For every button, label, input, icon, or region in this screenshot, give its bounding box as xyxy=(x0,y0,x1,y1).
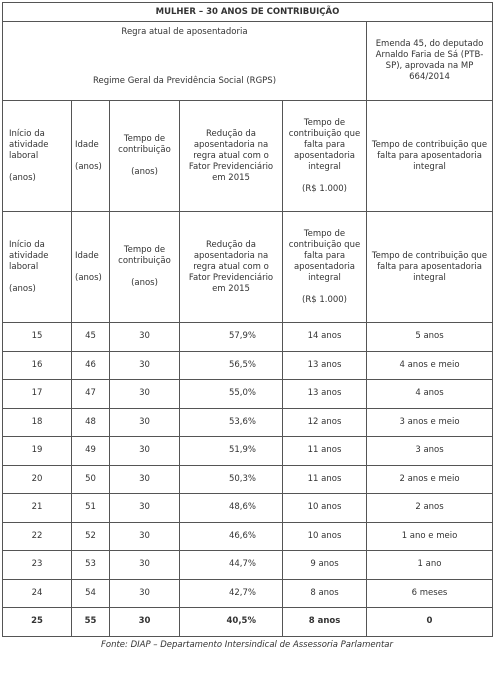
cell-reducao: 53,6% xyxy=(180,408,283,437)
cell-emenda: 3 anos xyxy=(367,437,493,466)
table-row xyxy=(3,608,493,637)
emenda-header: Emenda 45, do deputado Arnaldo Faria de Sá (PTB-SP), aprovada na MP 664/2014 xyxy=(367,22,493,101)
header-inicio: Início da atividade laboral (anos) xyxy=(3,212,72,323)
header-idade: Idade (anos) xyxy=(72,101,110,212)
cell-emenda: 4 anos xyxy=(367,380,493,409)
cell-idade: 52 xyxy=(72,522,110,551)
cell-falta: 11 anos xyxy=(283,437,367,466)
cell-reducao: 40,5% xyxy=(180,608,283,637)
header-reducao: Redução da aposentadoria na regra atual com o Fator Previdenciário em 2015 xyxy=(180,101,283,212)
header-tempo: Tempo de contribuição (anos) xyxy=(110,212,180,323)
cell-emenda: 1 ano xyxy=(367,551,493,580)
table-row xyxy=(3,494,493,523)
table-row xyxy=(3,522,493,551)
cell-tempo: 30 xyxy=(110,351,180,380)
cell-emenda: 3 anos e meio xyxy=(367,408,493,437)
cell-falta: 8 anos xyxy=(283,579,367,608)
table-row xyxy=(3,408,493,437)
cell-falta: 13 anos xyxy=(283,380,367,409)
cell-emenda: 5 anos xyxy=(367,323,493,352)
cell-idade: 54 xyxy=(72,579,110,608)
cell-idade: 47 xyxy=(72,380,110,409)
cell-idade: 46 xyxy=(72,351,110,380)
cell-inicio: 19 xyxy=(3,437,72,466)
header-reducao: Redução da aposentadoria na regra atual com o Fator Previdenciário em 2015 xyxy=(180,212,283,323)
cell-falta: 9 anos xyxy=(283,551,367,580)
cell-idade: 48 xyxy=(72,408,110,437)
header-emenda-col: Tempo de contribuição que falta para aposentadoria integral xyxy=(367,212,493,323)
header-inicio: Início da atividade laboral (anos) xyxy=(3,101,72,212)
cell-tempo: 30 xyxy=(110,522,180,551)
cell-reducao: 57,9% xyxy=(180,323,283,352)
regime-label: Regime Geral da Previdência Social (RGPS) xyxy=(92,76,277,86)
cell-falta: 8 anos xyxy=(283,608,367,637)
cell-tempo: 30 xyxy=(110,608,180,637)
header-falta: Tempo de contribuição que falta para aposentadoria integral (R$ 1.000) xyxy=(283,212,367,323)
table-row xyxy=(3,437,493,466)
cell-tempo: 30 xyxy=(110,579,180,608)
cell-inicio: 17 xyxy=(3,380,72,409)
cell-reducao: 55,0% xyxy=(180,380,283,409)
header-tempo: Tempo de contribuição (anos) xyxy=(110,101,180,212)
cell-idade: 55 xyxy=(72,608,110,637)
cell-tempo: 30 xyxy=(110,465,180,494)
cell-idade: 51 xyxy=(72,494,110,523)
cell-falta: 10 anos xyxy=(283,494,367,523)
table-row xyxy=(3,351,493,380)
source-caption: Fonte: DIAP – Departamento Intersindical de Assessoria Parlamentar xyxy=(100,639,393,650)
table-row xyxy=(3,579,493,608)
cell-reducao: 46,6% xyxy=(180,522,283,551)
current-rule-header xyxy=(3,22,367,101)
current-rule-label: Regra atual de aposentadoria xyxy=(121,27,248,37)
cell-emenda: 4 anos e meio xyxy=(367,351,493,380)
cell-tempo: 30 xyxy=(110,551,180,580)
cell-inicio: 15 xyxy=(3,323,72,352)
cell-reducao: 48,6% xyxy=(180,494,283,523)
cell-idade: 50 xyxy=(72,465,110,494)
table-row xyxy=(3,551,493,580)
cell-idade: 45 xyxy=(72,323,110,352)
cell-emenda: 1 ano e meio xyxy=(367,522,493,551)
table-row xyxy=(3,465,493,494)
cell-reducao: 44,7% xyxy=(180,551,283,580)
cell-reducao: 51,9% xyxy=(180,437,283,466)
cell-inicio: 20 xyxy=(3,465,72,494)
cell-emenda: 2 anos e meio xyxy=(367,465,493,494)
header-idade: Idade (anos) xyxy=(72,212,110,323)
table-row xyxy=(3,380,493,409)
cell-tempo: 30 xyxy=(110,323,180,352)
contribution-table xyxy=(2,2,493,637)
cell-reducao: 50,3% xyxy=(180,465,283,494)
column-header-row xyxy=(3,101,493,212)
cell-inicio: 25 xyxy=(3,608,72,637)
cell-reducao: 56,5% xyxy=(180,351,283,380)
column-header-row-repeat xyxy=(3,212,493,323)
cell-falta: 14 anos xyxy=(283,323,367,352)
header-falta: Tempo de contribuição que falta para aposentadoria integral (R$ 1.000) xyxy=(283,101,367,212)
cell-tempo: 30 xyxy=(110,437,180,466)
cell-tempo: 30 xyxy=(110,494,180,523)
cell-emenda: 6 meses xyxy=(367,579,493,608)
document-page xyxy=(2,2,492,650)
cell-inicio: 18 xyxy=(3,408,72,437)
cell-emenda: 0 xyxy=(367,608,493,637)
cell-falta: 13 anos xyxy=(283,351,367,380)
cell-inicio: 23 xyxy=(3,551,72,580)
cell-falta: 10 anos xyxy=(283,522,367,551)
cell-falta: 11 anos xyxy=(283,465,367,494)
cell-inicio: 22 xyxy=(3,522,72,551)
cell-inicio: 24 xyxy=(3,579,72,608)
cell-inicio: 21 xyxy=(3,494,72,523)
cell-idade: 49 xyxy=(72,437,110,466)
cell-idade: 53 xyxy=(72,551,110,580)
cell-falta: 12 anos xyxy=(283,408,367,437)
header-emenda-col: Tempo de contribuição que falta para aposentadoria integral xyxy=(367,101,493,212)
cell-inicio: 16 xyxy=(3,351,72,380)
table-row xyxy=(3,323,493,352)
table-title: MULHER – 30 ANOS DE CONTRIBUIÇÃO xyxy=(3,3,493,22)
cell-reducao: 42,7% xyxy=(180,579,283,608)
cell-tempo: 30 xyxy=(110,408,180,437)
cell-tempo: 30 xyxy=(110,380,180,409)
cell-emenda: 2 anos xyxy=(367,494,493,523)
